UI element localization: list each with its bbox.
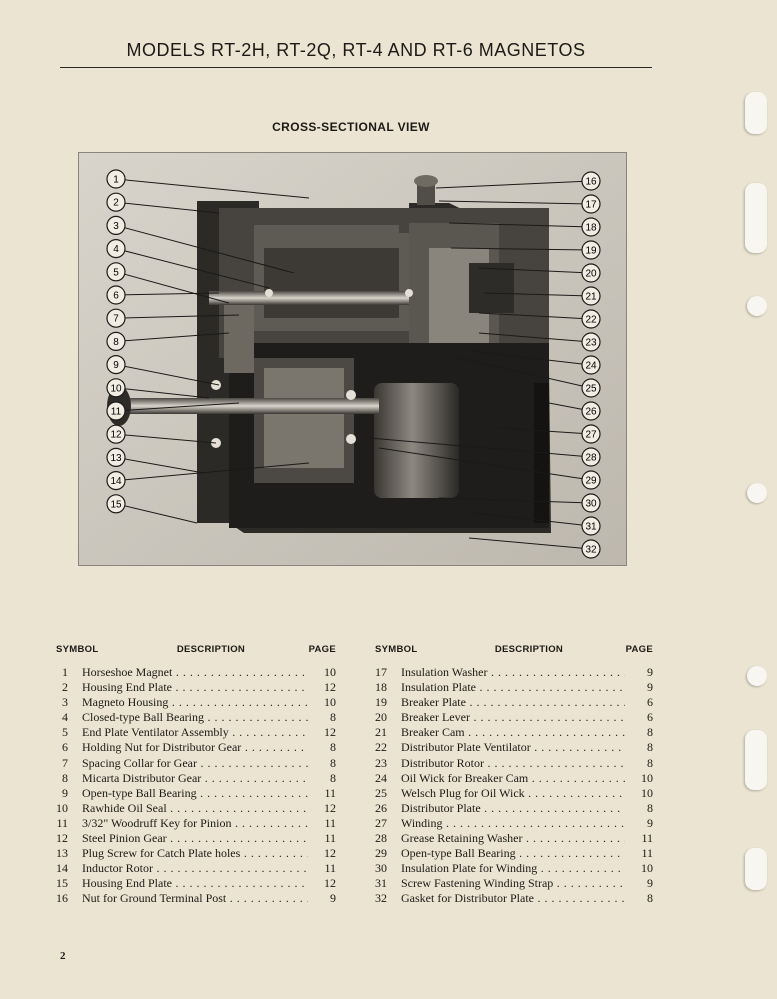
page-cell: 10 <box>324 665 336 679</box>
symbol-cell: 5 <box>62 725 68 740</box>
description-cell: Gasket for Distributor Plate . . . <box>401 891 625 906</box>
symbol-cell: 25 <box>375 785 387 800</box>
table-row <box>375 891 653 906</box>
page-cell: 12 <box>324 876 336 891</box>
page-cell: 8 <box>330 740 336 755</box>
symbol-cell: 20 <box>375 710 387 725</box>
page-cell: 8 <box>330 710 336 725</box>
page-cell: 11 <box>324 785 336 800</box>
callout-label: 4 <box>113 244 119 256</box>
symbol-header: SYMBOL <box>56 644 99 655</box>
callout-label: 7 <box>113 313 119 325</box>
description-cell: Welsch Plug for Oil Wick . . . <box>401 786 625 801</box>
description-cell: Oil Wick for Breaker Cam . . . <box>401 771 625 786</box>
page-number: 2 <box>60 950 66 962</box>
page-cell: 10 <box>641 785 653 800</box>
callout-label: 12 <box>110 429 122 441</box>
table-row <box>56 876 336 891</box>
description-cell: Distributor Plate Ventilator . . . <box>401 740 625 755</box>
binder-hole <box>747 666 767 686</box>
description-cell: Housing End Plate . . . <box>82 680 308 695</box>
binder-tab <box>745 183 767 253</box>
cross-section-diagram <box>79 153 626 565</box>
table-row <box>56 695 336 710</box>
description-cell: Nut for Ground Terminal Post . . . <box>82 891 308 906</box>
symbol-cell: 19 <box>375 695 387 710</box>
cross-section-photo <box>78 152 627 566</box>
description-cell: Distributor Rotor . . . <box>401 756 625 771</box>
table-row <box>375 725 653 740</box>
symbol-cell: 17 <box>375 665 387 679</box>
description-header: DESCRIPTION <box>176 644 246 655</box>
symbol-cell: 13 <box>56 846 68 861</box>
page-cell: 11 <box>324 861 336 876</box>
description-cell: End Plate Ventilator Assembly . . . <box>82 725 308 740</box>
page-cell: 9 <box>647 680 653 695</box>
page-cell: 11 <box>324 831 336 846</box>
callout-label: 22 <box>585 314 597 326</box>
page-cell: 11 <box>324 815 336 830</box>
table-header <box>56 644 336 655</box>
description-cell: Winding . . . <box>401 816 625 831</box>
table-row <box>375 876 653 891</box>
table-row <box>375 846 653 861</box>
description-cell: Inductor Rotor . . . <box>82 861 308 876</box>
callout-label: 27 <box>585 429 597 441</box>
description-cell: Horseshoe Magnet . . . <box>82 665 308 680</box>
page-cell: 12 <box>324 846 336 861</box>
callout-label: 26 <box>585 406 597 418</box>
page-cell: 6 <box>647 710 653 725</box>
symbol-cell: 32 <box>375 891 387 906</box>
callout-label: 21 <box>585 291 597 303</box>
binder-tab <box>745 92 767 134</box>
callout-label: 30 <box>585 498 597 510</box>
description-cell: Insulation Plate for Winding . . . <box>401 861 625 876</box>
symbol-cell: 28 <box>375 831 387 846</box>
parts-table-right <box>375 644 653 907</box>
description-cell: Breaker Cam . . . <box>401 725 625 740</box>
table-row <box>56 846 336 861</box>
page-cell: 8 <box>647 725 653 740</box>
symbol-cell: 1 <box>62 665 68 679</box>
page-cell: 10 <box>641 861 653 876</box>
table-row <box>56 861 336 876</box>
table-row <box>56 680 336 695</box>
symbol-cell: 12 <box>56 831 68 846</box>
table-row <box>56 725 336 740</box>
table-row <box>375 771 653 786</box>
symbol-header: SYMBOL <box>375 644 418 655</box>
description-cell: Breaker Lever . . . <box>401 710 625 725</box>
page-cell: 8 <box>647 755 653 770</box>
symbol-cell: 3 <box>62 695 68 710</box>
callout-label: 5 <box>113 267 119 279</box>
page-cell: 8 <box>330 755 336 770</box>
callout-label: 18 <box>585 222 597 234</box>
symbol-cell: 2 <box>62 680 68 695</box>
callout-label: 16 <box>585 176 597 188</box>
table-row <box>375 695 653 710</box>
symbol-cell: 29 <box>375 846 387 861</box>
table-row <box>375 816 653 831</box>
callout-label: 28 <box>585 452 597 464</box>
symbol-cell: 14 <box>56 861 68 876</box>
table-header <box>375 644 653 655</box>
callout-label: 3 <box>113 220 119 232</box>
symbol-cell: 24 <box>375 770 387 785</box>
callout-label: 1 <box>113 174 119 186</box>
page-cell: 6 <box>647 695 653 710</box>
symbol-cell: 31 <box>375 876 387 891</box>
page-title: MODELS RT-2H, RT-2Q, RT-4 AND RT-6 MAGNETOS <box>60 40 652 68</box>
description-cell: Insulation Washer . . . <box>401 665 625 680</box>
description-cell: Grease Retaining Washer . . . <box>401 831 625 846</box>
winding <box>374 383 459 498</box>
symbol-cell: 18 <box>375 680 387 695</box>
symbol-cell: 6 <box>62 740 68 755</box>
callout-label: 19 <box>585 245 597 257</box>
callout-label: 6 <box>113 290 119 302</box>
callout-label: 13 <box>110 452 122 464</box>
page-header: PAGE <box>308 644 336 655</box>
callout-label: 29 <box>585 475 597 487</box>
callout-label: 17 <box>585 199 597 211</box>
symbol-cell: 22 <box>375 740 387 755</box>
table-row <box>56 665 336 680</box>
symbol-cell: 23 <box>375 755 387 770</box>
binder-tab <box>745 730 767 790</box>
table-row <box>56 771 336 786</box>
callout-label: 15 <box>110 499 122 511</box>
page-cell: 8 <box>647 800 653 815</box>
table-row <box>56 891 336 906</box>
description-cell: Screw Fastening Winding Strap . . . <box>401 876 625 891</box>
page-cell: 12 <box>324 725 336 740</box>
page-header: PAGE <box>625 644 653 655</box>
description-cell: Micarta Distributor Gear . . . <box>82 771 308 786</box>
symbol-cell: 9 <box>62 785 68 800</box>
page-cell: 12 <box>324 680 336 695</box>
page-cell: 10 <box>641 770 653 785</box>
table-row <box>375 710 653 725</box>
table-row <box>375 861 653 876</box>
table-row <box>375 831 653 846</box>
page-cell: 9 <box>330 891 336 906</box>
symbol-cell: 26 <box>375 800 387 815</box>
callout-label: 32 <box>585 544 597 556</box>
table-row <box>375 740 653 755</box>
binder-hole <box>747 296 767 316</box>
description-cell: Open-type Ball Bearing . . . <box>401 846 625 861</box>
callout-label: 23 <box>585 337 597 349</box>
page-cell: 9 <box>647 876 653 891</box>
description-cell: Rawhide Oil Seal . . . <box>82 801 308 816</box>
page-cell: 12 <box>324 800 336 815</box>
symbol-cell: 10 <box>56 800 68 815</box>
description-cell: Closed-type Ball Bearing . . . <box>82 710 308 725</box>
binder-hole <box>747 483 767 503</box>
callout-label: 10 <box>110 383 122 395</box>
page-cell: 9 <box>647 665 653 679</box>
description-cell: Spacing Collar for Gear . . . <box>82 756 308 771</box>
page-cell: 10 <box>324 695 336 710</box>
description-header: DESCRIPTION <box>494 644 564 655</box>
callout-label: 25 <box>585 383 597 395</box>
callout-label: 24 <box>585 360 597 372</box>
symbol-cell: 27 <box>375 815 387 830</box>
lower-shaft <box>109 398 379 414</box>
callout-label: 11 <box>110 406 122 418</box>
description-cell: Distributor Plate . . . <box>401 801 625 816</box>
table-row <box>56 786 336 801</box>
symbol-cell: 11 <box>56 815 68 830</box>
page-cell: 8 <box>330 770 336 785</box>
page-cell: 9 <box>647 815 653 830</box>
table-row <box>56 756 336 771</box>
symbol-cell: 15 <box>56 876 68 891</box>
table-row <box>375 801 653 816</box>
page-cell: 8 <box>647 891 653 906</box>
description-cell: Holding Nut for Distributor Gear . . . <box>82 740 308 755</box>
page-cell: 11 <box>641 831 653 846</box>
description-cell: 3/32" Woodruff Key for Pinion . . . <box>82 816 308 831</box>
description-cell: Housing End Plate . . . <box>82 876 308 891</box>
description-cell: Magneto Housing . . . <box>82 695 308 710</box>
table-row <box>375 756 653 771</box>
table-row <box>375 786 653 801</box>
callout-label: 20 <box>585 268 597 280</box>
parts-table-left <box>56 644 336 907</box>
symbol-cell: 8 <box>62 770 68 785</box>
table-row <box>56 831 336 846</box>
symbol-cell: 4 <box>62 710 68 725</box>
table-row <box>56 710 336 725</box>
symbol-cell: 16 <box>56 891 68 906</box>
table-row <box>56 801 336 816</box>
description-cell: Breaker Plate . . . <box>401 695 625 710</box>
description-cell: Insulation Plate . . . <box>401 680 625 695</box>
table-row <box>375 665 653 680</box>
section-subtitle: CROSS-SECTIONAL VIEW <box>272 120 430 134</box>
binder-tab <box>745 848 767 890</box>
description-cell: Steel Pinion Gear . . . <box>82 831 308 846</box>
table-row <box>375 680 653 695</box>
description-cell: Plug Screw for Catch Plate holes . . . <box>82 846 308 861</box>
distributor-gear <box>224 303 254 373</box>
description-cell: Open-type Ball Bearing . . . <box>82 786 308 801</box>
symbol-cell: 21 <box>375 725 387 740</box>
symbol-cell: 30 <box>375 861 387 876</box>
table-row <box>56 816 336 831</box>
symbol-cell: 7 <box>62 755 68 770</box>
callout-label: 8 <box>113 336 119 348</box>
callout-label: 31 <box>585 521 597 533</box>
page-cell: 8 <box>647 740 653 755</box>
callout-label: 2 <box>113 197 119 209</box>
callout-label: 14 <box>110 476 122 488</box>
table-row <box>56 740 336 755</box>
page-cell: 11 <box>641 846 653 861</box>
callout-label: 9 <box>113 360 119 372</box>
